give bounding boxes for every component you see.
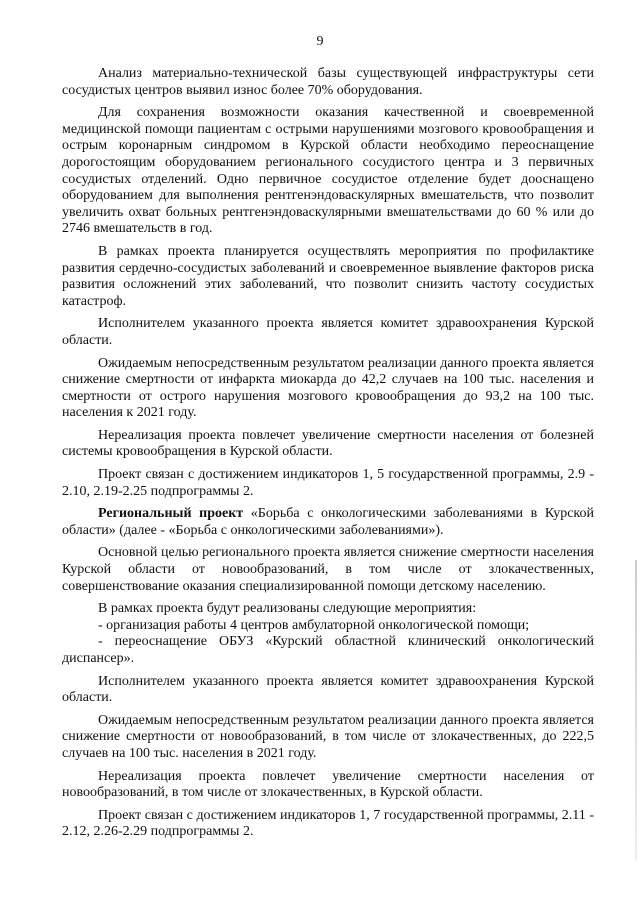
paragraph: Анализ материально-технической базы существующей инфраструктуры сети сосудистых центров выявил износ более 70% оборудования. <box>62 66 594 98</box>
paragraph: Проект связан с достижением индикаторов 1, 5 государственной программы, 2.9 - 2.10, 2.19-2.25 подпрограммы 2. <box>62 467 594 499</box>
paragraph: Основной целью регионального проекта является снижение смертности населения Курской области от новообразований, в том числе от злокачественных, совершенствование оказания специализированной помощи детскому населению. <box>62 545 594 594</box>
paragraph: Ожидаемым непосредственным результатом реализации данного проекта является снижение смертности от инфаркта миокарда до 42,2 случаев на 100 тыс. населения и смертности от острого нарушения мозгового кровообращения до 93,2 на 100 тыс. населения к 2021 году. <box>62 355 594 421</box>
page-number: 9 <box>316 34 324 49</box>
paragraph: Нереализация проекта повлечет увеличение смертности населения от болезней системы кровообращения в Курской области. <box>62 427 594 460</box>
paragraph: В рамках проекта планируется осуществлять мероприятия по профилактике развития сердечно-сосудистых заболеваний и своевременное выявление факторов риска развития осложнений этих заболеваний, что позволит снизить частоту сосудистых катастроф. <box>62 243 594 309</box>
regional-project-paragraph <box>62 506 594 539</box>
paragraph: Для сохранения возможности оказания качественной и своевременной медицинской помощи пациентам с острыми нарушениями мозгового кровообращения и острым коронарным синдромом в Курской области необходимо переоснащение дорогостоящим оборудованием регионального сосудистого центра и 3 первичных сосудистых отделений. Одно первичное сосудистое отделение будет дооснащено оборудованием для выполнения рентгенэндоваскулярных вмешательств, что позволит увеличить охват больных рентгенэндоваскулярными вмешательствами до 60 % или до 2746 вмешательств в год. <box>62 105 594 237</box>
paragraph: Нереализация проекта повлечет увеличение смертности населения от новообразований, в том числе от злокачественных, в Курской области. <box>62 768 594 801</box>
paragraph: Проект связан с достижением индикаторов 1, 7 государственной программы, 2.11 - 2.12, 2.26-2.29 подпрограммы 2. <box>62 807 594 840</box>
paragraph: Исполнителем указанного проекта является комитет здравоохранения Курской области. <box>62 673 594 706</box>
list-item: - переоснащение ОБУЗ «Курский областной клинический онкологический диспансер». <box>62 634 594 666</box>
paragraph: В рамках проекта будут реализованы следующие мероприятия: <box>98 601 477 617</box>
document-body <box>62 66 594 847</box>
paragraph: Исполнителем указанного проекта является комитет здравоохранения Курской области. <box>62 316 594 348</box>
scan-edge-mark <box>635 560 637 860</box>
list-item: - организация работы 4 центров амбулаторной онкологической помощи; <box>98 617 530 633</box>
paragraph: Ожидаемым непосредственным результатом реализации данного проекта является снижение смертности от новообразований, в том числе от злокачественных, до 222,5 случаев на 100 тыс. населения в 2021 году. <box>62 712 594 761</box>
regional-project-label: Региональный проект <box>98 506 244 522</box>
regional-project-text: «Борьба с онкологическими заболеваниями в Курской области» (далее - «Борьба с онкологическими заболеваниями»). <box>62 506 595 538</box>
